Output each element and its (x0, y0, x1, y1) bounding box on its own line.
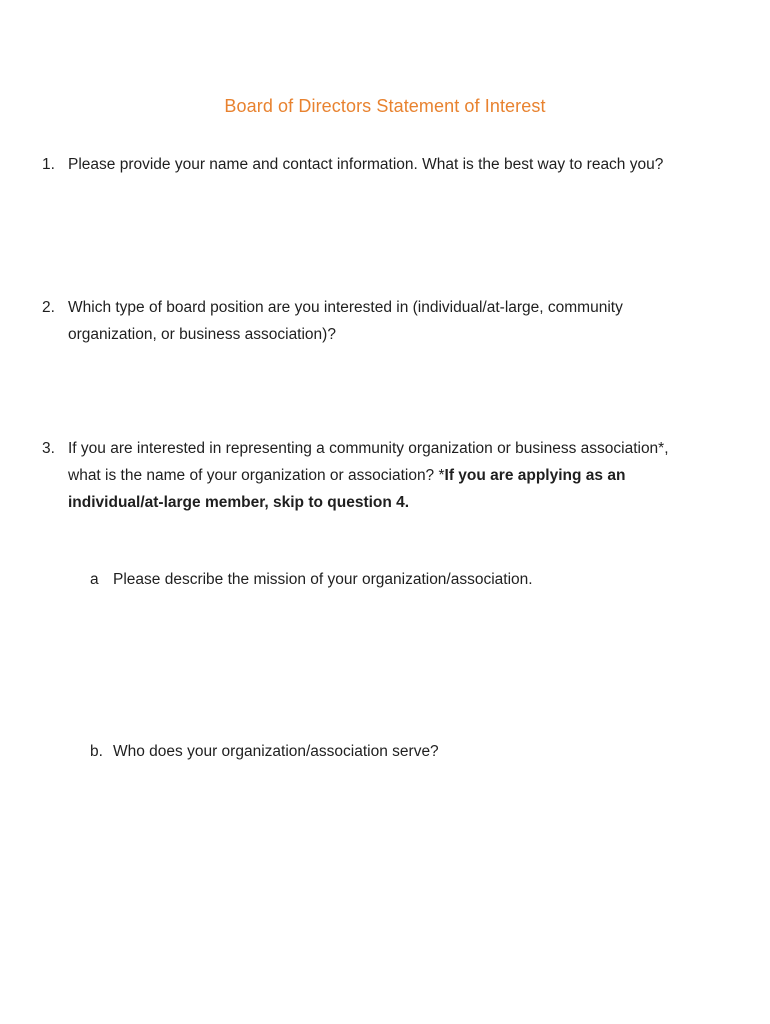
question-text: If you are interested in representing a community organization or business association*, what is the name of your organization or association? * (68, 440, 669, 484)
question-text: Please provide your name and contact information. What is the best way to reach you? (68, 156, 664, 173)
question-number: 2. (42, 299, 55, 316)
subquestion-text: Who does your organization/association serve? (113, 743, 439, 760)
question-number: 1. (42, 156, 55, 173)
subquestion-number: b. (90, 743, 103, 760)
question-text: Which type of board position are you interested in (individual/at-large, community organization, or business association)? (68, 299, 623, 343)
question-note: If you are applying as an individual/at-large member, skip to question 4. (68, 467, 626, 511)
question-number: 3. (42, 440, 55, 457)
question-text-block (68, 435, 702, 516)
subquestion-number: a (90, 571, 99, 588)
question-3 (42, 435, 702, 516)
subquestion-text: Please describe the mission of your organization/association. (113, 571, 533, 588)
subquestion-b (90, 738, 690, 765)
document-title: Board of Directors Statement of Interest (224, 96, 546, 116)
question-2 (42, 294, 702, 348)
subquestion-a (90, 566, 690, 593)
question-1 (42, 151, 702, 178)
